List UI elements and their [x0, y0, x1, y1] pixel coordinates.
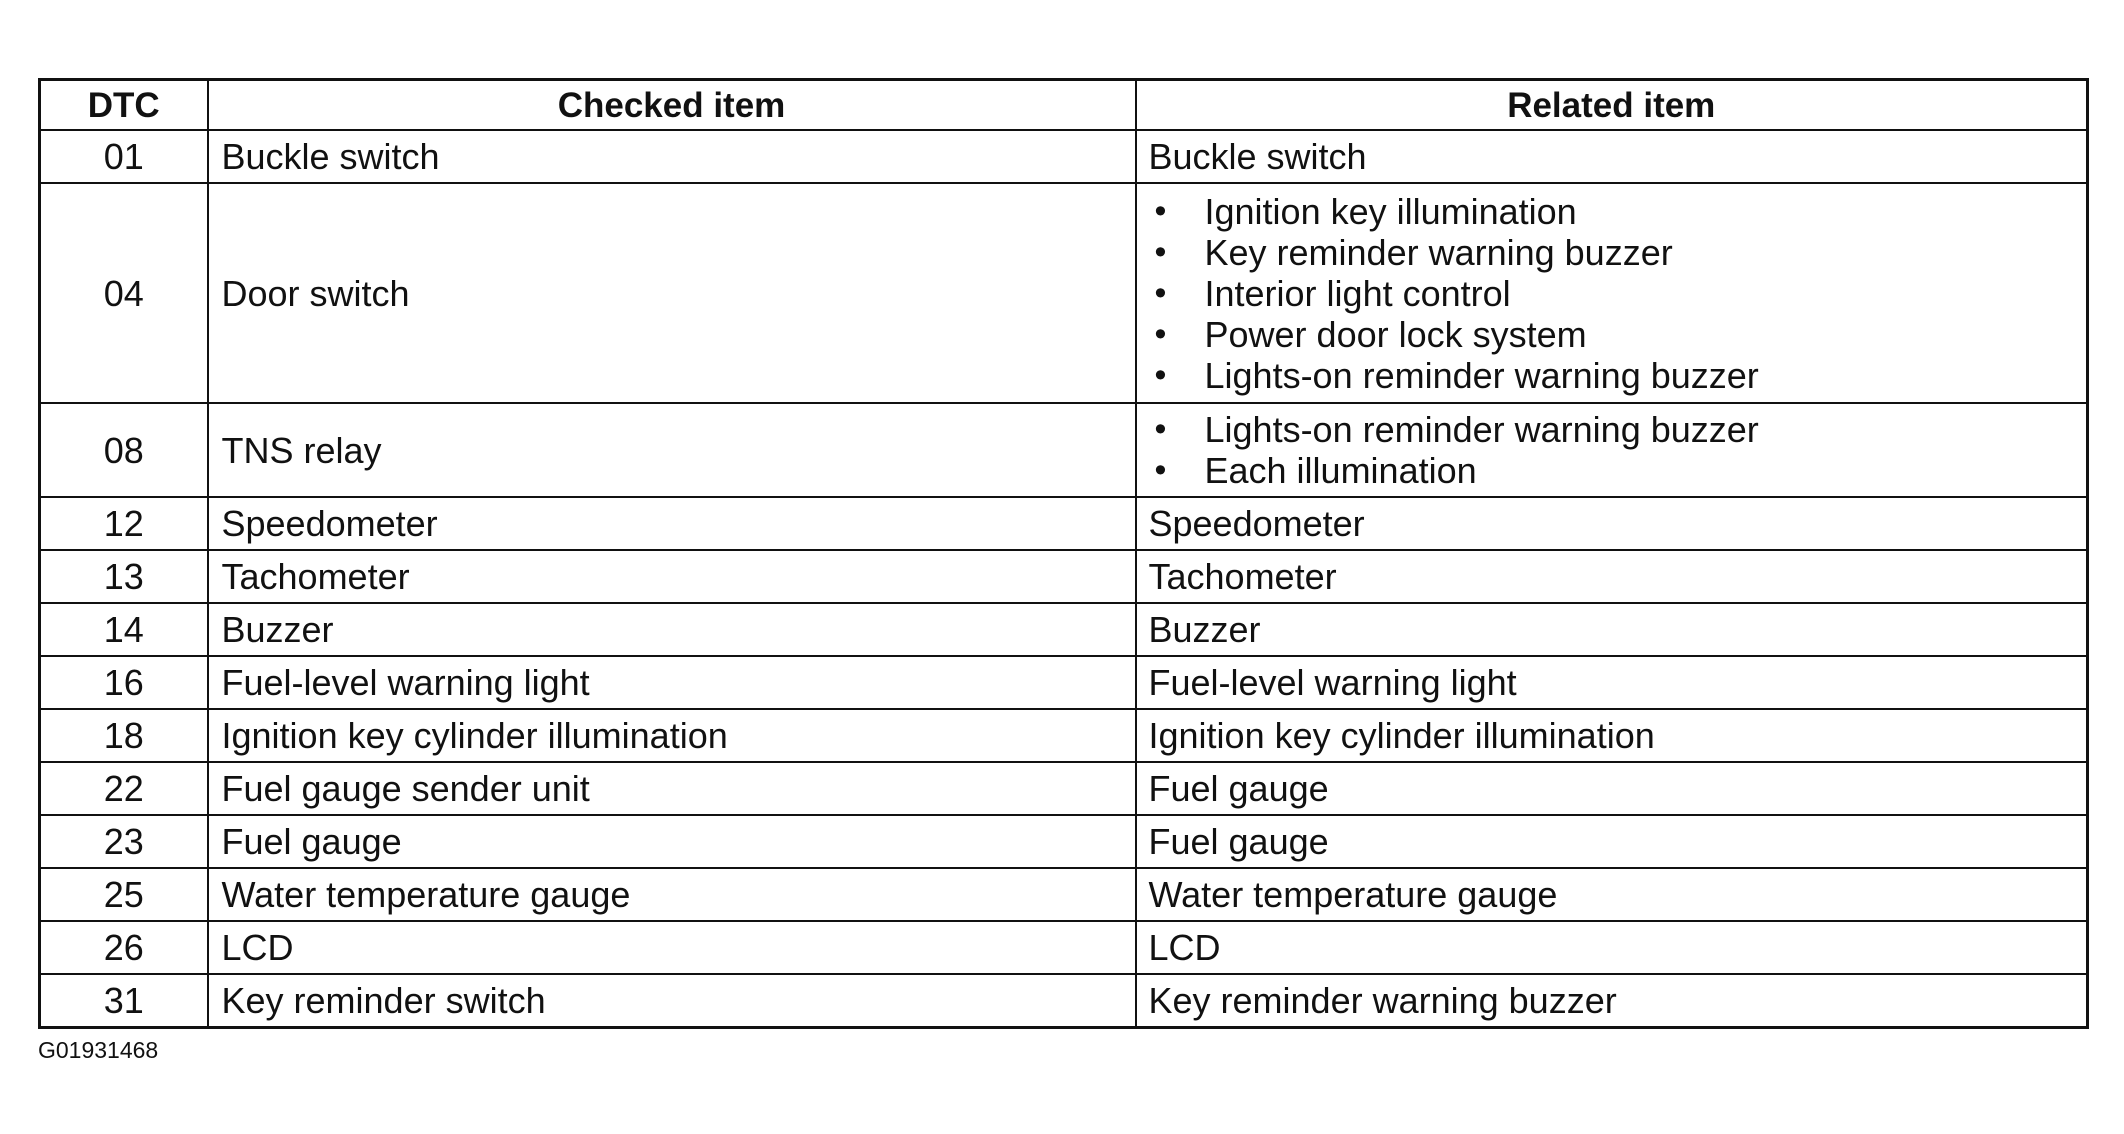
dtc-code-cell: 16: [40, 656, 208, 709]
table-row: [40, 183, 2088, 403]
related-item-cell: Tachometer: [1136, 550, 2088, 603]
checked-item-cell: Fuel-level warning light: [208, 656, 1136, 709]
dtc-code-cell: 14: [40, 603, 208, 656]
checked-item-cell: Fuel gauge: [208, 815, 1136, 868]
table-row: [40, 868, 2088, 921]
table-row: [40, 130, 2088, 183]
figure-code: G01931468: [38, 1037, 159, 1063]
checked-item-cell: Door switch: [208, 183, 1136, 403]
table-row: [40, 815, 2088, 868]
checked-item-cell: LCD: [208, 921, 1136, 974]
related-item-bullet: • Power door lock system: [1155, 314, 2087, 355]
related-item-bullet: • Each illumination: [1155, 450, 2087, 491]
checked-item-cell: Key reminder switch: [208, 974, 1136, 1028]
related-item-bullet: • Ignition key illumination: [1155, 191, 2087, 232]
header-row: [40, 80, 2088, 131]
table-row: [40, 603, 2088, 656]
related-item-bullet: • Lights-on reminder warning buzzer: [1155, 355, 2087, 396]
table-body: [40, 130, 2088, 1028]
table-row: [40, 550, 2088, 603]
dtc-code-cell: 13: [40, 550, 208, 603]
table-row: [40, 709, 2088, 762]
dtc-code-cell: 01: [40, 130, 208, 183]
dtc-code-cell: 23: [40, 815, 208, 868]
related-item-bullet: • Lights-on reminder warning buzzer: [1155, 409, 2087, 450]
related-item-cell: Buzzer: [1136, 603, 2088, 656]
dtc-code-cell: 25: [40, 868, 208, 921]
related-item-cell: Fuel gauge: [1136, 815, 2088, 868]
checked-item-cell: Speedometer: [208, 497, 1136, 550]
checked-item-cell: Buzzer: [208, 603, 1136, 656]
related-item-cell: LCD: [1136, 921, 2088, 974]
checked-item-cell: Fuel gauge sender unit: [208, 762, 1136, 815]
dtc-code-cell: 04: [40, 183, 208, 403]
dtc-table: [38, 78, 2089, 1029]
related-item-cell: Fuel-level warning light: [1136, 656, 2088, 709]
table-row: [40, 974, 2088, 1028]
related-item-cell: Ignition key cylinder illumination: [1136, 709, 2088, 762]
dtc-code-cell: 22: [40, 762, 208, 815]
checked-item-cell: Water temperature gauge: [208, 868, 1136, 921]
header-checked-item: Checked item: [208, 80, 1136, 131]
related-item-bullet: • Key reminder warning buzzer: [1155, 232, 2087, 273]
dtc-code-cell: 18: [40, 709, 208, 762]
related-item-cell: Speedometer: [1136, 497, 2088, 550]
related-item-list: [1137, 409, 2087, 491]
related-item-cell: Key reminder warning buzzer: [1136, 974, 2088, 1028]
dtc-code-cell: 12: [40, 497, 208, 550]
related-item-cell: Buckle switch: [1136, 130, 2088, 183]
checked-item-cell: TNS relay: [208, 403, 1136, 497]
related-item-cell: Water temperature gauge: [1136, 868, 2088, 921]
checked-item-cell: Buckle switch: [208, 130, 1136, 183]
related-item-bullet: • Interior light control: [1155, 273, 2087, 314]
table-header: [40, 80, 2088, 131]
checked-item-cell: Tachometer: [208, 550, 1136, 603]
header-dtc: DTC: [40, 80, 208, 131]
dtc-code-cell: 08: [40, 403, 208, 497]
header-related-item: Related item: [1136, 80, 2088, 131]
dtc-code-cell: 31: [40, 974, 208, 1028]
table-row: [40, 762, 2088, 815]
table-row: [40, 921, 2088, 974]
related-item-cell: [1136, 403, 2088, 497]
table-row: [40, 497, 2088, 550]
checked-item-cell: Ignition key cylinder illumination: [208, 709, 1136, 762]
dtc-code-cell: 26: [40, 921, 208, 974]
table-row: [40, 656, 2088, 709]
related-item-cell: Fuel gauge: [1136, 762, 2088, 815]
related-item-list: [1137, 191, 2087, 396]
related-item-cell: [1136, 183, 2088, 403]
table-row: [40, 403, 2088, 497]
